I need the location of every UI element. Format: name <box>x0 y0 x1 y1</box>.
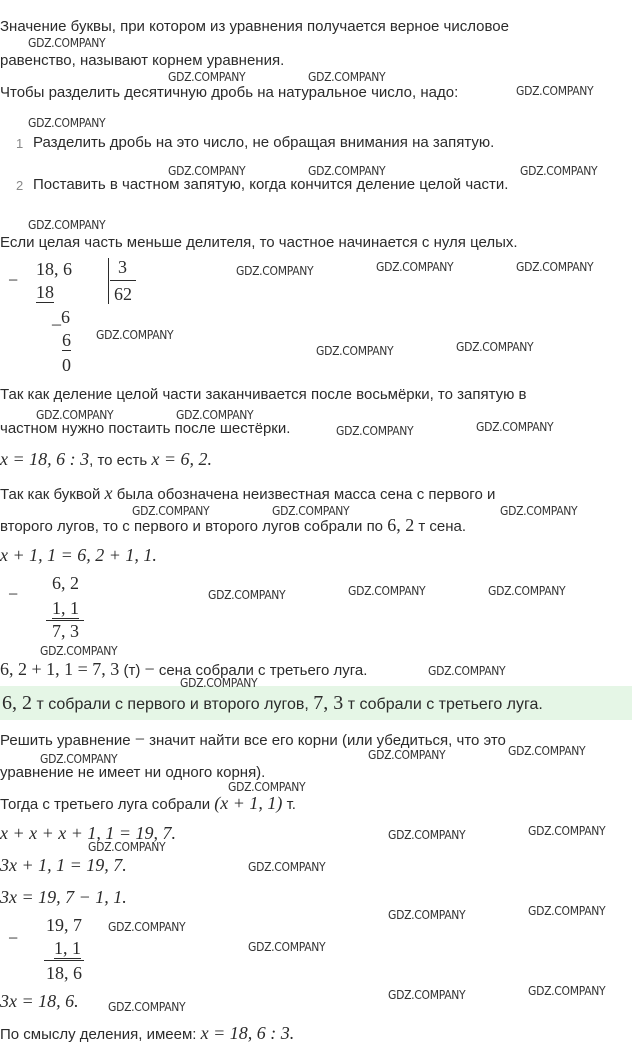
watermark: GDZ.COMPANY <box>476 420 554 434</box>
explanation-1 <box>0 484 495 504</box>
final-remainder: 0 <box>62 355 71 375</box>
answer-number: 7, 3 <box>313 692 344 714</box>
remainder: _6 <box>52 307 70 327</box>
text: второго лугов, то с первого и второго лугов собрали по <box>0 518 388 535</box>
watermark: GDZ.COMPANY <box>376 260 454 274</box>
dash: − <box>144 659 155 679</box>
equation-math: 3x = 19, 7 − 1, 1. <box>0 887 127 907</box>
answer-text: т собрали с третьего луга. <box>343 696 543 713</box>
watermark: GDZ.COMPANY <box>336 424 414 438</box>
subtrahend: 1, 1 <box>54 938 81 958</box>
definition-line-2: равенство, называют корнем уравнения. <box>0 52 285 69</box>
division-bar <box>108 258 109 304</box>
watermark: GDZ.COMPANY <box>520 164 598 178</box>
watermark: GDZ.COMPANY <box>516 260 594 274</box>
watermark: GDZ.COMPANY <box>456 340 534 354</box>
rule-intro: Чтобы разделить десятичную дробь на натуральное число, надо: <box>0 84 459 101</box>
watermark: GDZ.COMPANY <box>308 164 386 178</box>
watermark: GDZ.COMPANY <box>96 328 174 342</box>
text: значит найти все его корни (или убедиться, что это <box>144 732 506 749</box>
watermark: GDZ.COMPANY <box>28 218 106 232</box>
watermark: GDZ.COMPANY <box>28 36 106 50</box>
equation-2 <box>0 546 157 566</box>
subtrahend: 18 <box>36 282 54 302</box>
watermark: GDZ.COMPANY <box>36 408 114 422</box>
comma-note-1: Так как деление целой части заканчивается после восьмёрки, то запятую в <box>0 386 527 403</box>
difference: 18, 6 <box>46 963 82 983</box>
watermark: GDZ.COMPANY <box>528 904 606 918</box>
text: была обозначена неизвестная масса сена с первого и <box>112 486 496 503</box>
watermark: GDZ.COMPANY <box>168 164 246 178</box>
equation-math: x + x + x + 1, 1 = 19, 7. <box>0 823 177 843</box>
answer-line <box>2 694 543 714</box>
equation-math: x = 18, 6 : 3. <box>200 1023 295 1043</box>
text: Решить уравнение <box>0 732 135 749</box>
equation-7 <box>0 992 79 1012</box>
watermark: GDZ.COMPANY <box>40 752 118 766</box>
minus-sign: − <box>8 270 19 290</box>
text: Так как буквой <box>0 486 105 503</box>
quotient-bar <box>110 280 136 281</box>
text: т сена. <box>414 518 467 535</box>
watermark: GDZ.COMPANY <box>388 908 466 922</box>
unit: (т) <box>119 662 145 679</box>
variable: x <box>104 483 113 503</box>
watermark: GDZ.COMPANY <box>528 984 606 998</box>
definition-2-line-1 <box>0 730 506 750</box>
equation-math: (x + 1, 1) <box>214 793 283 813</box>
equation-5 <box>0 856 127 876</box>
addend-2: 1, 1 <box>52 598 79 618</box>
list-number: 1 <box>16 136 24 151</box>
watermark: GDZ.COMPANY <box>208 588 286 602</box>
watermark: GDZ.COMPANY <box>388 828 466 842</box>
quotient: 62 <box>114 284 132 304</box>
equation-6 <box>0 888 127 908</box>
watermark: GDZ.COMPANY <box>236 264 314 278</box>
minus-sign: − <box>8 928 19 948</box>
watermark: GDZ.COMPANY <box>316 344 394 358</box>
watermark: GDZ.COMPANY <box>488 584 566 598</box>
watermark: GDZ.COMPANY <box>108 920 186 934</box>
dash: − <box>134 729 145 749</box>
watermark: GDZ.COMPANY <box>388 988 466 1002</box>
watermark: GDZ.COMPANY <box>272 504 350 518</box>
minuend: 19, 7 <box>46 915 82 935</box>
watermark: GDZ.COMPANY <box>428 664 506 678</box>
unit: т. <box>282 796 296 813</box>
addend-1: 6, 2 <box>52 573 79 593</box>
number: 6, 2 <box>387 515 415 535</box>
third-meadow-line <box>0 794 296 814</box>
watermark: GDZ.COMPANY <box>508 744 586 758</box>
difference-bar <box>44 960 84 961</box>
equation-math: x = 6, 2. <box>151 449 213 469</box>
watermark: GDZ.COMPANY <box>176 408 254 422</box>
result-equation <box>0 450 212 470</box>
watermark: GDZ.COMPANY <box>528 824 606 838</box>
divisor: 3 <box>118 257 127 277</box>
list-number: 2 <box>16 178 24 193</box>
answer-text: т собрали с первого и второго лугов, <box>32 696 314 713</box>
remainder-value: 6 <box>61 307 70 327</box>
watermark: GDZ.COMPANY <box>500 504 578 518</box>
equation-math: 3x + 1, 1 = 19, 7. <box>0 855 127 875</box>
text: сена собрали с третьего луга. <box>154 662 368 679</box>
sum: 7, 3 <box>52 621 79 641</box>
watermark: GDZ.COMPANY <box>108 1000 186 1014</box>
watermark: GDZ.COMPANY <box>368 748 446 762</box>
final-line <box>0 1024 294 1044</box>
watermark: GDZ.COMPANY <box>28 116 106 130</box>
text: По смыслу деления, имеем: <box>0 1026 201 1043</box>
rule-note: Если целая часть меньше делителя, то частное начинается с нуля целых. <box>0 234 518 251</box>
minus-sign: − <box>8 584 19 604</box>
dividend: 18, 6 <box>36 259 72 279</box>
equation-math: x = 18, 6 : 3 <box>0 449 90 469</box>
subtrahend: 6 <box>62 330 71 350</box>
watermark: GDZ.COMPANY <box>228 780 306 794</box>
watermark: GDZ.COMPANY <box>132 504 210 518</box>
watermark: GDZ.COMPANY <box>88 840 166 854</box>
watermark: GDZ.COMPANY <box>348 584 426 598</box>
watermark: GDZ.COMPANY <box>308 70 386 84</box>
comma-note-2: частном нужно постаить после шестёрки. <box>0 420 291 437</box>
watermark: GDZ.COMPANY <box>180 676 258 690</box>
text: Тогда с третьего луга собрали <box>0 796 215 813</box>
answer-number: 6, 2 <box>2 692 32 714</box>
list-item: Разделить дробь на это число, не обращая внимания на запятую. <box>33 134 495 151</box>
list-item: Поставить в частном запятую, когда кончится деление целой части. <box>33 176 509 193</box>
equation-math: 6, 2 + 1, 1 = 7, 3 <box>0 659 120 679</box>
watermark: GDZ.COMPANY <box>248 860 326 874</box>
watermark: GDZ.COMPANY <box>40 644 118 658</box>
equation-math: x + 1, 1 = 6, 2 + 1, 1. <box>0 545 157 565</box>
watermark: GDZ.COMPANY <box>168 70 246 84</box>
explanation-2 <box>0 516 466 536</box>
equation-math: 3x = 18, 6. <box>0 991 79 1011</box>
definition-line-1: Значение буквы, при котором из уравнения получается верное числовое <box>0 18 509 35</box>
definition-2-line-2: уравнение не имеет ни одного корня). <box>0 764 266 781</box>
watermark: GDZ.COMPANY <box>248 940 326 954</box>
watermark: GDZ.COMPANY <box>516 84 594 98</box>
equation-text: , то есть <box>89 452 152 469</box>
